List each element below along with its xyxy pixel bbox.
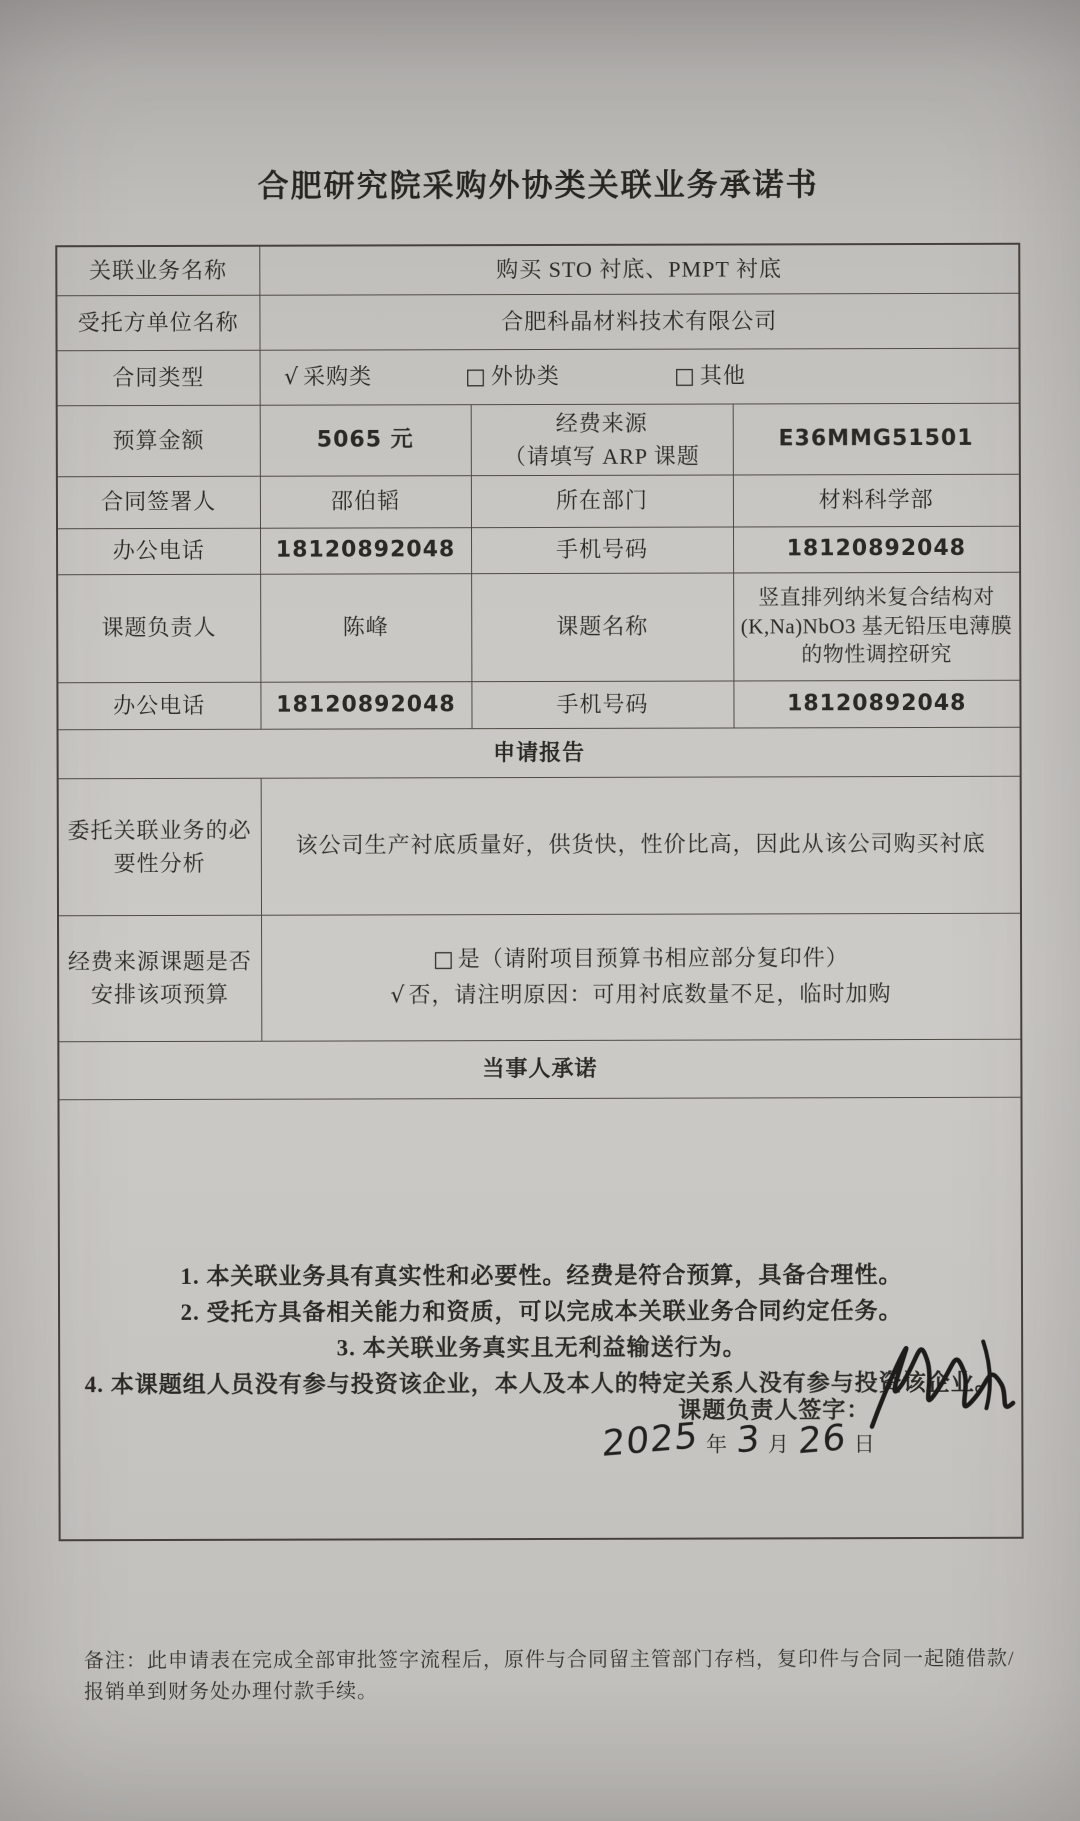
business-name-value: 购买 STO 衬底、PMPT 衬底 — [259, 244, 1019, 295]
option-outsource — [465, 361, 560, 392]
option-purchase-label: 采购类 — [303, 363, 373, 389]
project-title-value: 竖直排列纳米复合结构对(K,Na)NbO3 基无铅压电薄膜的物性调控研究 — [733, 572, 1020, 681]
funding-source-label-line1: 经费来源 — [555, 410, 648, 436]
pi-name: 陈峰 — [260, 573, 471, 682]
mobile-phone-label: 手机号码 — [471, 526, 733, 573]
commitment-item-2: 2. 受托方具备相关能力和资质，可以完成本关联业务合同约定任务。 — [180, 1298, 903, 1326]
commitment-item-3: 3. 本关联业务真实且无利益输送行为。 — [336, 1334, 747, 1361]
option-other-label: 其他 — [699, 362, 746, 388]
option-no — [266, 976, 1017, 1014]
row-necessity — [58, 776, 1021, 916]
necessity-value: 该公司生产衬底质量好，供货快，性价比高，因此从该公司购买衬底 — [261, 776, 1021, 915]
row-report-header — [58, 727, 1021, 779]
year-unit: 年 — [705, 1432, 729, 1457]
budget-arranged-label-line1: 经费来源课题是否 — [67, 948, 252, 975]
row-contract-type — [57, 348, 1020, 406]
office-phone2-label: 办公电话 — [57, 682, 260, 730]
row-budget-arranged — [58, 913, 1021, 1042]
month-unit: 月 — [767, 1431, 790, 1456]
contract-type-options — [260, 348, 1020, 405]
row-pi — [57, 572, 1020, 683]
row-pi-phones — [57, 680, 1020, 730]
office-phone2-value: 18120892048 — [260, 681, 471, 729]
contract-type-label: 合同类型 — [57, 350, 260, 406]
signer-label: 合同签署人 — [57, 476, 260, 529]
option-outsource-label: 外协类 — [490, 363, 560, 389]
row-commitment-body — [58, 1097, 1022, 1541]
document-title: 合肥研究院采购外协类关联业务承诺书 — [257, 167, 819, 204]
department-value: 材料科学部 — [733, 474, 1020, 527]
day-unit: 日 — [853, 1431, 876, 1456]
mobile-phone2-value: 18120892048 — [733, 680, 1020, 728]
budget-arranged-label — [58, 915, 261, 1042]
department-label: 所在部门 — [471, 474, 733, 527]
row-business-name — [56, 244, 1019, 296]
option-purchase — [284, 362, 372, 393]
handwritten-day: 26 — [796, 1416, 847, 1462]
necessity-label-line2: 要性分析 — [113, 850, 206, 876]
funding-source-label-line2: （请填写 ARP 课题 — [503, 443, 700, 469]
checkmark-icon: √ — [284, 364, 300, 390]
funding-source-code: E36MMG51501 — [733, 403, 1020, 475]
empty-checkbox-icon: □ — [674, 363, 696, 389]
handwritten-date — [602, 1416, 883, 1465]
office-phone-label: 办公电话 — [57, 528, 260, 575]
commitment-body — [58, 1097, 1022, 1541]
row-signer-phones — [57, 526, 1020, 575]
pi-label: 课题负责人 — [57, 574, 260, 683]
row-commitment-header — [58, 1039, 1021, 1100]
footer-note: 备注：此申请表在完成全部审批签字流程后，原件与合同留主管部门存档，复印件与合同一起随借款/报销单到财务处办理付款手续。 — [83, 1647, 1015, 1704]
empty-checkbox-icon: □ — [465, 364, 487, 390]
option-no-label: 否，请注明原因：可用衬底数量不足，临时加购 — [408, 981, 892, 1008]
funding-source-label — [471, 403, 733, 475]
option-other — [674, 361, 746, 392]
row-budget — [57, 403, 1020, 477]
business-name-label: 关联业务名称 — [56, 246, 259, 296]
checkmark-icon: √ — [390, 983, 406, 1009]
pi-signature-label: 课题负责人签字： — [678, 1396, 871, 1423]
necessity-label — [58, 778, 261, 916]
application-report-header: 申请报告 — [58, 727, 1021, 779]
handwritten-month: 3 — [734, 1417, 762, 1461]
trustee-label: 受托方单位名称 — [56, 295, 259, 351]
project-title-label: 课题名称 — [471, 572, 733, 681]
mobile-phone2-label: 手机号码 — [471, 680, 733, 728]
handwritten-year: 2025 — [601, 1414, 700, 1465]
mobile-phone-value: 18120892048 — [733, 526, 1020, 573]
signer-name: 邵伯韬 — [260, 475, 471, 528]
row-trustee — [56, 293, 1019, 351]
option-yes-label: 是（请附项目预算书相应部分复印件） — [457, 945, 849, 972]
commitment-item-1: 1. 本关联业务具有真实性和必要性。经费是符合预算，具备合理性。 — [180, 1262, 903, 1290]
budget-amount: 5065 元 — [260, 404, 471, 476]
commitment-item-4: 4. 本课题组人员没有参与投资该企业，本人及本人的特定关系人没有参与投资该企业。 — [84, 1370, 999, 1398]
empty-checkbox-icon: □ — [432, 947, 455, 973]
row-signer — [57, 474, 1020, 529]
budget-arranged-options — [261, 913, 1021, 1041]
office-phone-value: 18120892048 — [260, 527, 471, 574]
trustee-value: 合肥科晶材料技术有限公司 — [259, 293, 1019, 350]
budget-arranged-label-line2: 安排该项预算 — [90, 981, 230, 1008]
necessity-label-line1: 委托关联业务的必 — [67, 817, 252, 843]
commitment-form-table — [55, 243, 1023, 1542]
option-yes — [266, 940, 1017, 978]
commitment-header: 当事人承诺 — [58, 1039, 1021, 1100]
budget-label: 预算金额 — [57, 405, 260, 477]
